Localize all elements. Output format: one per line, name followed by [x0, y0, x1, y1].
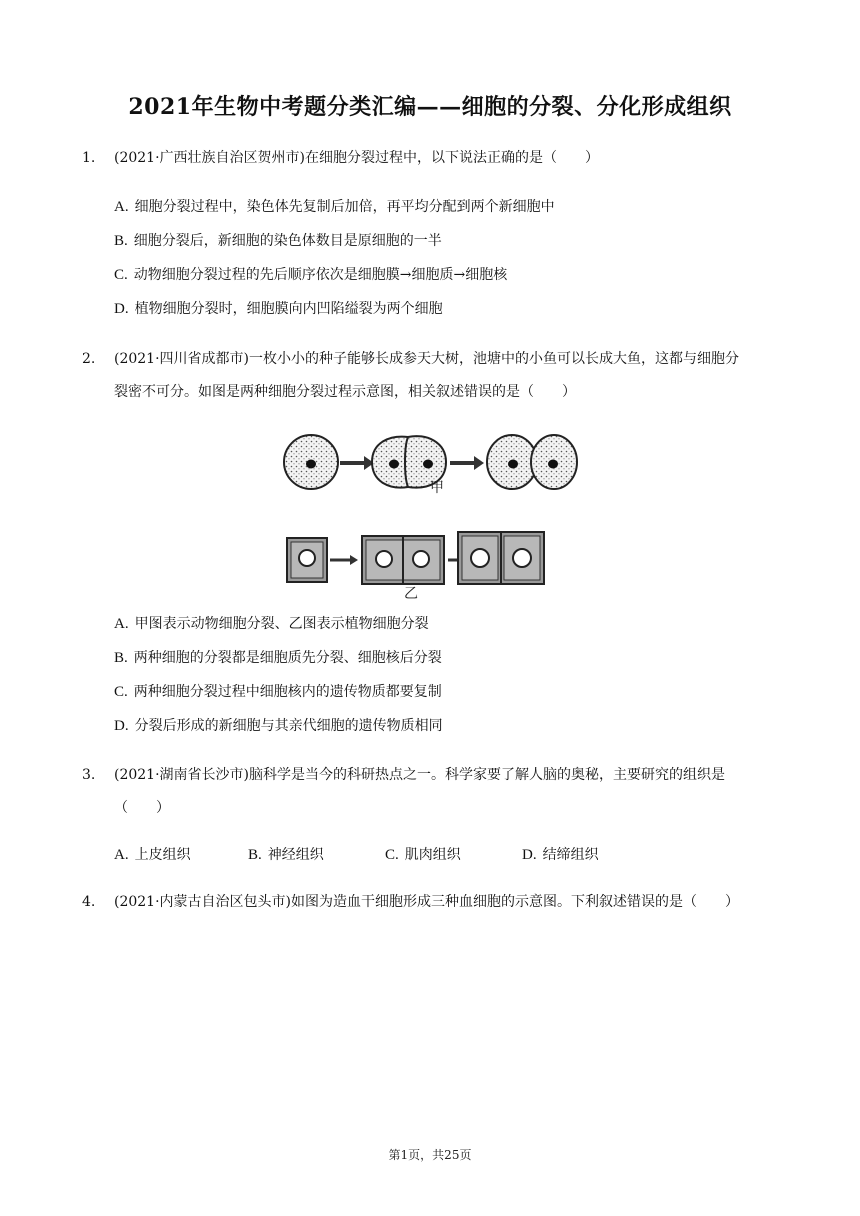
plant-cell-single	[287, 538, 327, 582]
arrow-icon	[330, 555, 358, 565]
question-number: 3.	[82, 767, 96, 783]
animal-cells-divided	[487, 435, 577, 489]
question-stem-line1: (2021·四川省成都市)一枚小小的种子能够长成参天大树，池塘中的小鱼可以长成大鱼，这都与细胞分	[114, 351, 740, 367]
option-letter: B.	[114, 650, 128, 666]
option-row	[114, 845, 754, 865]
arrow-icon	[340, 456, 374, 470]
animal-cell-single	[284, 435, 338, 489]
option-c	[114, 265, 507, 285]
option-d	[114, 299, 443, 319]
question-number: 2.	[82, 351, 96, 367]
question-stem: (2021·内蒙古自治区包头市)如图为造血干细胞形成三种血细胞的示意图。下利叙述错误的是（ ）	[114, 894, 740, 910]
option-a	[114, 197, 555, 217]
option-b	[114, 648, 442, 668]
question-stem-line2: （ ）	[114, 800, 170, 816]
option-c	[114, 682, 442, 702]
option-text: 动物细胞分裂过程的先后顺序依次是细胞膜→细胞质→细胞核	[133, 267, 508, 283]
option-text: 神经组织	[267, 847, 324, 863]
question-4	[82, 886, 782, 919]
option-d	[522, 845, 599, 865]
option-a	[114, 614, 429, 634]
option-letter: A.	[114, 847, 129, 863]
option-b	[248, 845, 324, 865]
option-letter: C.	[114, 267, 128, 283]
option-letter: C.	[385, 847, 399, 863]
figure-label-jia: 甲	[430, 480, 444, 496]
option-c	[385, 845, 461, 865]
option-text: 分裂后形成的新细胞与其亲代细胞的遗传物质相同	[134, 718, 443, 734]
option-text: 上皮组织	[134, 847, 191, 863]
plant-cells-divided	[458, 532, 544, 584]
question-stem-line1: (2021·湖南省长沙市)脑科学是当今的科研热点之一。科学家要了解人脑的奥秘，主要研究的组织是	[114, 767, 726, 783]
question-number: 4.	[82, 894, 96, 910]
page-footer: 第1页，共25页	[388, 1148, 472, 1162]
option-text: 细胞分裂后，新细胞的染色体数目是原细胞的一半	[133, 233, 442, 249]
option-letter: C.	[114, 684, 128, 700]
option-text: 细胞分裂过程中，染色体先复制后加倍，再平均分配到两个新细胞中	[134, 199, 555, 215]
question-2	[82, 343, 782, 409]
question-3	[82, 759, 782, 825]
question-stem-line2: 裂密不可分。如图是两种细胞分裂过程示意图，相关叙述错误的是（ ）	[114, 384, 576, 400]
option-b	[114, 231, 442, 251]
option-text: 植物细胞分裂时，细胞膜向内凹陷缢裂为两个细胞	[134, 301, 443, 317]
option-letter: D.	[522, 847, 537, 863]
option-letter: B.	[114, 233, 128, 249]
figure-label-yi: 乙	[404, 586, 418, 600]
option-letter: B.	[248, 847, 262, 863]
option-letter: A.	[114, 616, 129, 632]
option-text: 结缔组织	[542, 847, 599, 863]
option-d	[114, 716, 443, 736]
page-title: 2021年生物中考题分类汇编——细胞的分裂、分化形成组织	[128, 94, 732, 120]
arrow-icon	[450, 456, 484, 470]
option-letter: A.	[114, 199, 129, 215]
option-text: 肌肉组织	[404, 847, 461, 863]
option-text: 两种细胞的分裂都是细胞质先分裂、细胞核后分裂	[133, 650, 442, 666]
question-number: 1.	[82, 150, 96, 166]
option-letter: D.	[114, 301, 129, 317]
option-letter: D.	[114, 718, 129, 734]
option-text: 两种细胞分裂过程中细胞核内的遗传物质都要复制	[133, 684, 442, 700]
option-text: 甲图表示动物细胞分裂、乙图表示植物细胞分裂	[134, 616, 429, 632]
question-stem: (2021·广西壮族自治区贺州市)在细胞分裂过程中，以下说法正确的是（ ）	[114, 150, 600, 166]
cell-division-figure	[280, 420, 580, 600]
option-a	[114, 845, 191, 865]
plant-cell-dividing	[362, 536, 444, 584]
question-1	[82, 142, 782, 175]
